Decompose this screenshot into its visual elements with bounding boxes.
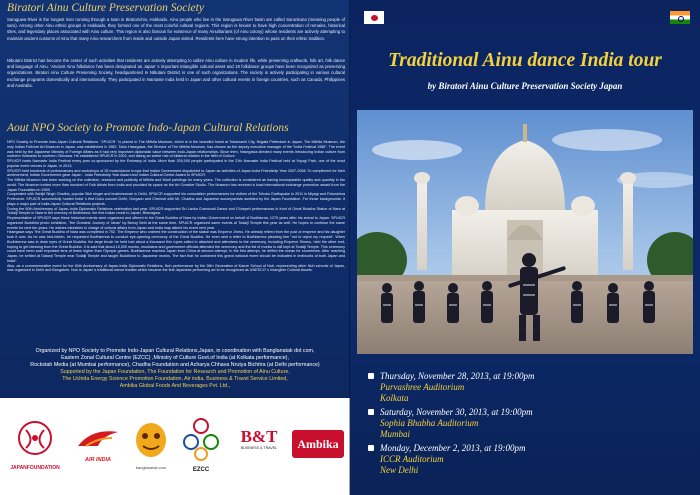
japan-foundation-label: JAPANFOUNDATION <box>10 465 60 471</box>
poster-subtitle: by Biratori Ainu Culture Preservation Society Japan <box>427 81 623 91</box>
bt-logo <box>234 428 284 468</box>
section-paragraph: Saruguwa River is the longest river running through a town in Biratorichio, Hokkaido. Ainu people who live in the Saruguwa River basin are called Sarunkuna (meaning people of saru). Among other Ainu ethnic groups in Hokkaido, they formed one of the most colorful cultural regions. This region is known to have high concentration of remains, historical sites, and legendary places associated with Ainu culture. This region is also famous for existence of many Ainulitarians (of Ainu colony) whose residents are actively attempting to maintain ancient customs of Ainu that many Ainu researchers from inside and outside Japan visited. Residents here have strong intention to pass on their ethnic tradition. <box>7 17 345 41</box>
ambika-logo-text: Ambika <box>297 437 339 451</box>
organizers-line: Rockstah Media (at Mumbai performance), Chadha Foundation and Acharya Chhava Nrutya Bichitra (at Delhi performance) <box>30 362 320 368</box>
event-item-new-delhi <box>368 443 525 476</box>
event-date: Saturday, November 30, 2013, at 19:00pm <box>380 407 533 417</box>
section-paragraph: Nibutani District has become the center of such activities that residents are actively attempting to utilize Ainu culture in modern life, while preserving craftwork, folk art, folk dance and language of Ainu. 'Ancient Ainu folkdance has been designated as Japan' s important intangible cultural asset and 19 folkdance groups have been recognized as preserving organizations. Biratori Ainu Culture Preserving Society, headquartered in Nibutani District is one of such organizations. The society is actively participating in various cultural exchange programs domestically and internationally. They participated in Namaste India held in Japan and other cultural events in foreign countries, such as Canada, Philippines and Australia. <box>7 58 345 88</box>
india-flag-icon <box>670 11 690 24</box>
event-date: Monday, December 2, 2013, at 19:00pm <box>380 443 526 453</box>
japan-flag-icon <box>364 11 384 24</box>
event-venue: Purvashree Auditorium <box>380 382 465 392</box>
section-paragraph: SPUICR held hundreds of performances and workshops of 25 music/dance troups that Indian Government dispatched to Japan as activities of Japan-India Friendship Year 2007-2008. To compliment for their achievement, Indian Government gave Japan - India Friendship Year Award and Indian Cultural Center Award to SPUICR. <box>7 168 345 178</box>
section-paragraph: SPUICR hosts Namaste India Festival every year co-sponsored by the Embassy of India. More than 200,000 people participated in the 21th Namaste India Festival held at Yoyogi Park, one of the most popular event venues in Japan, in 2013. <box>7 159 345 168</box>
bullet-icon <box>368 445 374 451</box>
section-paragraph: Also, as a commemorative event for the 60th Anniversary of Japan-India Diplomatic Relations, Noh performance by the 26th Generation of Kanze School of Noh, representing other Noh schools of Japan, was organized in Delhi and Bangalore. Noh is Japan' s traditional dance theater which became the first Japanese performing art to be recognized as UNESCO' s Intangible Cultural Assets. <box>7 263 345 273</box>
organizers-block <box>5 348 345 390</box>
taj-mahal-performance-image <box>357 110 693 354</box>
event-city: Kolkata <box>380 393 409 403</box>
bullet-icon <box>368 373 374 379</box>
banglanatak-mask-icon <box>130 420 172 460</box>
air-india-swan-icon <box>72 424 124 452</box>
organizers-line: Eastern Zonal Cultural Centre (EZCC) ,Ministry of Culture Govt.of India (at Kolkata performance), <box>61 355 289 361</box>
supporters-line: Ambika Global Foods And Beverages Pvt. Ltd., <box>119 383 231 389</box>
ezcc-label: EZCC <box>192 467 210 473</box>
poster-title: Traditional Ainu dance India tour <box>388 50 662 71</box>
event-item-kolkata <box>368 371 535 404</box>
bt-logo-text: B&T <box>240 427 278 446</box>
air-india-logo <box>72 424 124 474</box>
banglanatak-logo <box>130 420 172 480</box>
air-india-label: AIR INDIA <box>85 457 111 463</box>
event-city: Mumbai <box>380 429 410 439</box>
ambika-logo <box>292 430 344 458</box>
right-panel <box>350 0 700 495</box>
section-paragraph: During the 60th Anniversary of Japan-India Diplomatic Relations celebration last year, SPUICR supported Sri Lanka Chamundi Dance and Chhapeli performances in front of Great Buddha Statue of Nara at Todaiji Temple in Nara in the memory of Bodhisena, the first Indian monk to Japan. Bhavagwa. <box>7 206 345 216</box>
event-date: Thursday, November 28, 2013, at 19:00pm <box>380 371 535 381</box>
section-title-biratori: Biratori Ainu Culture Preservation Society <box>7 2 204 14</box>
section-paragraph: Hasegawa says "the Great Buddha of Nara was completed in 752. The Emperor who ordered the construction of the statue was Emperor Jinmu. He already retired from the post of emperor and his daughter took it over. As he was bed-ridden, he requested Bodhisenna to conduct eye-opening ceremony of the Great Buddha. He even sent a letter to Bodhisenna pleading him "not to reject my request". When Bodhisenna was to draw eyes of Great Buddha, the large brush he held had about a thousand thin ropes called io attached and attendees to the ceremony, including Emperor Shomu, held the other end, hoping to get blessing from the Great Buddha. It is said that about 10,000 monks, musicians and government officials attended the ceremony and the list of monks is still kept at Todaiji Temple. This ceremony could have been said important tens of times higher than Olympic games. Bodhisenna reached Japan from China at second attempt. In the first attempt, he drifted the ocean for sometimes. After reaching Japan, he settled at Daianji Temple near Todaiji Temple and taught Buddhism to Japanese monks. The fact that he contained this grand national event should be indicated in textbooks of both Japan and India". <box>7 230 345 263</box>
banglanatak-label: banglanatak.com <box>135 465 167 470</box>
section-title-npo: Aout NPO Society to Promote Indo-Japan Cultural Relations <box>7 122 289 134</box>
npo-text-block <box>7 140 345 273</box>
organizers-line: Organized by NPO Society to Promote Indo-Japan Cultural Relations,Japan, in coordination with Banglanatak dot com, <box>35 348 315 354</box>
event-city: New Delhi <box>380 465 419 475</box>
event-item-mumbai <box>368 407 533 440</box>
section-paragraph: Representative of SPUICR says these historical events were organized and offered to the Great Buddha of Nara by Indian Government on behalf of Bodhisena, 1275 years after his arrival to Japan. SPUICR organized Buddhist photo exhibition, "the Greatest Journey of Ideas" by Benoy Behl at the same time. SPUICR organized same events at Todaiji Temple this year as well. He hopes to continue the same events for next ten years. He wishes ministries in charge of cultural affairs from Japan and India may attend his event next year. <box>7 216 345 230</box>
supporters-line: Supported by the Japan Foundation, The Foundation for Research and Promotion of Ainu Culture, <box>60 369 290 375</box>
section-paragraph: NPO Society to Promote Indo-Japan Cultural Relations ' SPUICR ' is placed in The Mithila Museum, which is in the beautiful forest at Tokamachi City, Niigata Prefecture in Japan. The Mithila Museum, the only Indian Folklore Art Museum in Japan, was established in 1982. Tokio Hasegawa, the Director of The Mithila Museum, has chosen as the deputy executive manager of the "India Festival 1988". The event was held by the Japanese Ministry of Foreign Affairs as it had very important diplomatic value between Indo-Japan relationships. Since then, Hasegawa directed many events introducing Indian culture from northern Hokkaido to southern Okinawa. He established SPUICR in 2002, and taking an active role of bilateral relation in the field of Culture. <box>7 140 345 159</box>
performance-photo <box>357 110 693 354</box>
bt-logo-subtext: BUSINESS & TRAVEL <box>240 446 278 450</box>
supporters-line: The Uchida Energy Science Promotion Foundation, Air india, Business & Travel Service Limited, <box>62 376 288 382</box>
ezcc-emblem-icon <box>180 416 222 462</box>
japan-foundation-logo <box>6 416 64 478</box>
section-paragraph: Cooperated with Sahijit Singh Chadha, popular Sikh singer and businessman in Delhi, SPUICR supported his consolation performances for victims of the Tohoku Earthquake in 2011 in Miyagi and Fukushima Prefecture. SPUICR successfully hosted India' s first Doku concert Delhi, Gurgaon and Chennai with Mr. Chadha and Japanese accompanists assisted by the Japan Foundation. For those backgrounds, it plays a major part of India-Japan Cultural Relations projects. <box>7 192 345 206</box>
section-paragraph: The Mithila Museum has been working on the collection, research and publicity of Mithila and Warli paintings for many years. The collection is considered as having incomparable quality and quantity in the world. The Museum invited more than hundred of Folk Artists from India and provided its space as the Art Creative Studio. The Museum has received a local international exchange promotion award from the Japan Foundation in 1999. <box>7 178 345 192</box>
bullet-icon <box>368 409 374 415</box>
event-venue: Sophia Bhabha Auditorium <box>380 418 479 428</box>
ezcc-logo <box>180 416 222 482</box>
japan-foundation-icon <box>6 416 64 460</box>
sponsor-logo-strip <box>0 398 350 495</box>
event-venue: ICCR Auditorium <box>380 454 444 464</box>
